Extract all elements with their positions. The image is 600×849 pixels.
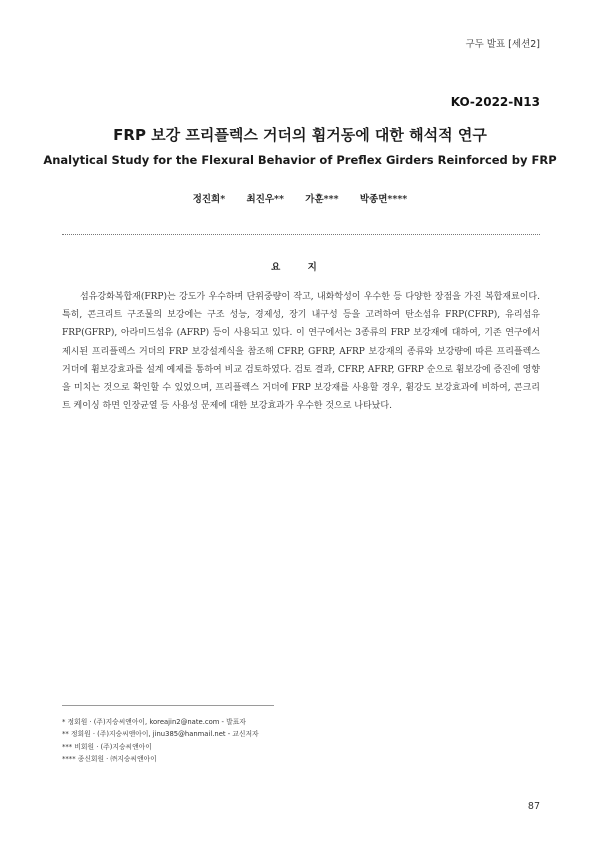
footnote-divider xyxy=(62,705,274,706)
author-2: 최진우** xyxy=(246,194,284,205)
author-1: 정진희* xyxy=(192,194,226,205)
author-4: 박종면**** xyxy=(359,194,408,205)
session-label: 구두 발표 [세션2] xyxy=(465,39,540,50)
footnotes xyxy=(62,716,542,766)
abstract-heading: 요 지 xyxy=(271,262,329,273)
footnote-2: ** 정회원 · (주)지승씨앤아이, jinu385@hanmail.net - 교신저자 xyxy=(62,730,259,739)
paper-title-english: Analytical Study for the Flexural Behavior of Preflex Girders Reinforced by FRP xyxy=(43,153,557,167)
footnote-3: *** 비회원 · (주)지승씨앤아이 xyxy=(62,742,152,751)
paper-code: KO-2022-N13 xyxy=(450,95,540,109)
author-list xyxy=(0,191,600,205)
author-3: 가훈*** xyxy=(305,194,339,205)
section-divider xyxy=(62,234,540,235)
abstract-body: 섬유강화복합재(FRP)는 강도가 우수하며 단위중량이 작고, 내화학성이 우수한 등 다양한 장점을 가진 복합재료이다. 특히, 콘크리트 구조물의 보강에는 구조 성능, 경제성, 장기 내구성 등을 고려하여 탄소섬유 FRP(CFRP), 유리섬유 FRP(GFRP), 아라미드섬유 (AFRP) 등이 사용되고 있다. 이 연구에서는 3종류의 FRP 보강재에 대하여, 기존 연구에서 제시된 프리플렉스 거더의 FRP 보강설계식을 참조해 CFRP, GFRP, AFRP 보강재의 종류와 보강량에 따른 프리플렉스 거더에 휨보강효과를 설계 예제를 통하여 비교 검토하였다. 검토 결과, CFRP, AFRP, GFRP 순으로 휨보강에 증진에 영향을 미치는 것으로 확인할 수 있었으며, 프리플렉스 거더에 FRP 보강재를 사용할 경우, 휨강도 보강효과에 비하여, 콘크리트 케이싱 하면 인장균열 등 사용성 문제에 대한 보강효과가 우수한 것으로 나타났다. xyxy=(62,292,540,412)
page-number: 87 xyxy=(527,801,540,812)
footnote-4: **** 종신회원 · ㈜지승씨앤아이 xyxy=(62,755,157,764)
paper-title-korean: FRP 보강 프리플렉스 거더의 휨거동에 대한 해석적 연구 xyxy=(113,126,487,144)
footnote-1: * 정회원 · (주)지승씨앤아이, koreajin2@nate.com - 발표자 xyxy=(62,718,246,726)
